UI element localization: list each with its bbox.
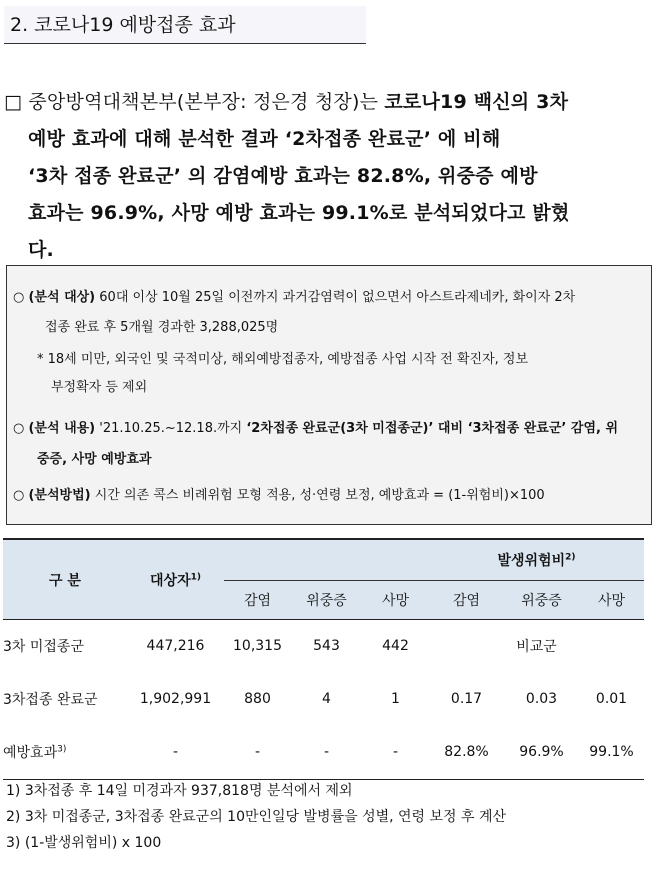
lead-line-3-a: ‘3차 접종 완료군’ 의 감염예방 효과는 bbox=[28, 165, 357, 187]
lead-line-4-e: 로 분석되었다고 밝혔 bbox=[388, 202, 570, 224]
analysis-box bbox=[6, 265, 652, 525]
cell-subjects: 447,216 bbox=[146, 637, 205, 654]
row-label: 3차접종 완료군 bbox=[3, 691, 98, 708]
analysis-target-cont: 접종 완료 후 5개월 경과한 3,288,025명 bbox=[45, 320, 279, 335]
cell-infection: - bbox=[254, 744, 261, 761]
analysis-content-label: (분석 내용) bbox=[28, 421, 96, 436]
footnote-2: 2) 3차 미접종군, 3차접종 완료군의 10만인일당 발병률을 성별, 연령 보정 후 계산 bbox=[6, 809, 507, 825]
analysis-content-text: ‘2차접종 완료군(3차 미접종군)’ 대비 ‘3차접종 완료군’ 감염, 위 bbox=[246, 421, 619, 436]
lead-line-5-text: 다. bbox=[28, 239, 54, 261]
lead-paragraph bbox=[4, 84, 650, 269]
header-subjects: 대상자$^{1)}$ bbox=[127, 539, 224, 620]
cell-ratio-severe: 0.03 bbox=[525, 690, 558, 707]
subheader-death: 사망 bbox=[362, 581, 429, 620]
cell-death: 1 bbox=[391, 690, 400, 707]
table-row bbox=[3, 672, 644, 726]
subheader-ratio-death: 사망 bbox=[579, 581, 644, 620]
lead-line-4-b: 96.9% bbox=[90, 202, 158, 224]
header-spacer bbox=[224, 539, 429, 581]
results-table bbox=[3, 538, 644, 780]
cell-ratio-infection: 0.17 bbox=[450, 690, 483, 707]
subheader-severe: 위중증 bbox=[291, 581, 362, 620]
circle-bullet: ○ bbox=[13, 421, 25, 436]
lead-line-1 bbox=[4, 84, 650, 121]
analysis-item-content bbox=[13, 419, 618, 439]
subheader-ratio-infection: 감염 bbox=[429, 581, 504, 620]
cell-severe: - bbox=[323, 744, 330, 761]
table-row bbox=[3, 620, 644, 672]
cell-severe: 4 bbox=[322, 690, 331, 707]
lead-line-3-c: , 위중증 예방 bbox=[423, 165, 538, 187]
row-label: 예방효과$^{3)}$ bbox=[3, 744, 67, 762]
cell-subjects: - bbox=[172, 744, 179, 761]
table-row bbox=[3, 726, 644, 780]
analysis-target-label: (분석 대상) bbox=[28, 290, 96, 305]
analysis-method-text: 시간 의존 콕스 비례위험 모형 적용, 성·연령 보정, 예방효과 = (1-위험비)×100 bbox=[90, 488, 545, 503]
lead-line-4 bbox=[4, 195, 650, 232]
analysis-item-target bbox=[13, 288, 575, 308]
analysis-item-method bbox=[13, 486, 545, 506]
cell-death: - bbox=[392, 744, 399, 761]
cell-infection: 880 bbox=[244, 690, 271, 707]
analysis-target-note: * 18세 미만, 외국인 및 국적미상, 해외예방접종자, 예방접종 사업 시작 전 확진자, 정보 bbox=[37, 352, 529, 367]
section-title: 2. 코로나19 예방접종 효과 bbox=[4, 6, 366, 44]
analysis-content-period: '21.10.25.~12.18.까지 bbox=[95, 421, 247, 436]
cell-ratio-death: 0.01 bbox=[595, 690, 628, 707]
cell-effect-severe: 96.9% bbox=[519, 744, 564, 761]
cell-infection: 10,315 bbox=[233, 637, 282, 654]
lead-line-3-b: 82.8% bbox=[356, 165, 424, 187]
checkbox-bullet: □ bbox=[4, 91, 23, 113]
lead-line-5 bbox=[4, 232, 650, 269]
lead-line-2 bbox=[4, 121, 650, 158]
lead-line-4-d: 99.1% bbox=[321, 202, 389, 224]
lead-line-1-bold: 코로나19 백신의 3차 bbox=[384, 91, 569, 113]
lead-line-4-a: 효과는 bbox=[28, 202, 91, 224]
cell-effect-infection: 82.8% bbox=[444, 744, 489, 761]
header-ratio: 발생위험비$^{2)}$ bbox=[429, 539, 644, 581]
cell-severe: 543 bbox=[313, 637, 340, 654]
cell-comparison-group: 비교군 bbox=[516, 638, 557, 655]
footnote-3: 3) (1-발생위험비) x 100 bbox=[6, 835, 162, 851]
footnote-1: 1) 3차접종 후 14일 미경과자 937,818명 분석에서 제외 bbox=[6, 783, 353, 799]
header-group: 구 분 bbox=[3, 539, 127, 620]
analysis-method-label: (분석방법) bbox=[28, 488, 91, 503]
analysis-content-cont-text: 중증, 사망 예방효과 bbox=[37, 452, 152, 467]
lead-line-2-bold: 예방 효과에 대해 분석한 결과 ‘2차접종 완료군’ 에 비해 bbox=[28, 128, 501, 150]
analysis-content-cont bbox=[37, 450, 151, 470]
lead-line-4-c: , 사망 예방 효과는 bbox=[157, 202, 322, 224]
cell-death: 442 bbox=[382, 637, 409, 654]
analysis-target-text: 60대 이상 10월 25일 이전까지 과거감염력이 없으면서 아스트라제네카, 화이자 2차 bbox=[95, 290, 576, 305]
lead-line-1-text: 중앙방역대책본부(본부장: 정은경 청장)는 bbox=[28, 91, 385, 113]
subheader-infection: 감염 bbox=[224, 581, 291, 620]
row-label: 3차 미접종군 bbox=[3, 638, 84, 655]
circle-bullet: ○ bbox=[13, 290, 25, 305]
footnotes bbox=[6, 778, 506, 856]
analysis-target-note-cont: 부정확자 등 제외 bbox=[51, 380, 148, 395]
cell-effect-death: 99.1% bbox=[589, 744, 634, 761]
subheader-ratio-severe: 위중증 bbox=[504, 581, 579, 620]
cell-subjects: 1,902,991 bbox=[139, 690, 212, 707]
circle-bullet: ○ bbox=[13, 488, 25, 503]
lead-line-3 bbox=[4, 158, 650, 195]
